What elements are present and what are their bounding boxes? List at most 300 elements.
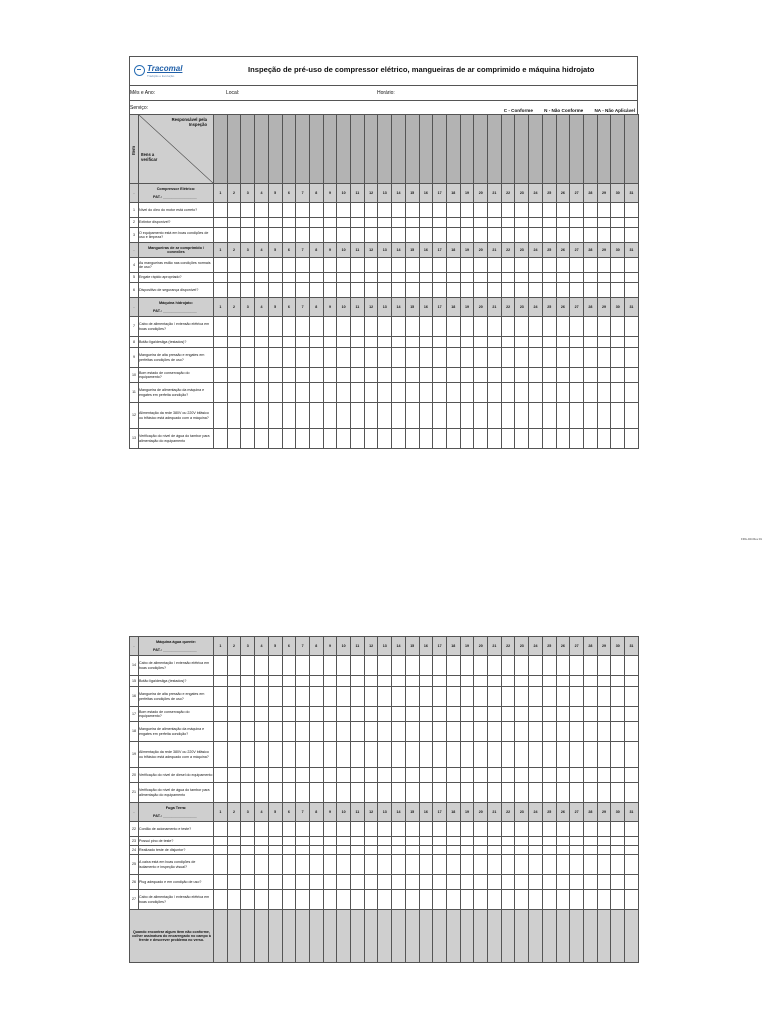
check-cell[interactable] bbox=[296, 317, 310, 337]
check-cell[interactable] bbox=[625, 283, 639, 298]
check-cell[interactable] bbox=[378, 783, 392, 803]
check-cell[interactable] bbox=[529, 203, 543, 218]
check-cell[interactable] bbox=[556, 846, 570, 855]
check-cell[interactable] bbox=[474, 429, 488, 449]
check-cell[interactable] bbox=[241, 837, 255, 846]
check-cell[interactable] bbox=[501, 283, 515, 298]
check-cell[interactable] bbox=[597, 383, 611, 403]
check-cell[interactable] bbox=[351, 676, 365, 687]
check-cell[interactable] bbox=[556, 218, 570, 228]
check-cell[interactable] bbox=[351, 273, 365, 283]
check-cell[interactable] bbox=[364, 855, 378, 875]
check-cell[interactable] bbox=[214, 368, 228, 383]
check-cell[interactable] bbox=[268, 368, 282, 383]
check-cell[interactable] bbox=[433, 228, 447, 243]
check-cell[interactable] bbox=[515, 687, 529, 707]
responsible-signature-cell[interactable] bbox=[474, 115, 488, 184]
check-cell[interactable] bbox=[625, 228, 639, 243]
check-cell[interactable] bbox=[351, 403, 365, 429]
check-cell[interactable] bbox=[529, 383, 543, 403]
check-cell[interactable] bbox=[556, 403, 570, 429]
check-cell[interactable] bbox=[446, 676, 460, 687]
check-cell[interactable] bbox=[323, 890, 337, 910]
check-cell[interactable] bbox=[227, 783, 241, 803]
check-cell[interactable] bbox=[255, 722, 269, 742]
check-cell[interactable] bbox=[241, 875, 255, 890]
check-cell[interactable] bbox=[433, 403, 447, 429]
check-cell[interactable] bbox=[488, 822, 502, 837]
check-cell[interactable] bbox=[364, 317, 378, 337]
check-cell[interactable] bbox=[488, 337, 502, 348]
check-cell[interactable] bbox=[570, 337, 584, 348]
check-cell[interactable] bbox=[474, 656, 488, 676]
check-cell[interactable] bbox=[255, 403, 269, 429]
check-cell[interactable] bbox=[337, 783, 351, 803]
check-cell[interactable] bbox=[460, 283, 474, 298]
check-cell[interactable] bbox=[433, 822, 447, 837]
supervisor-signature-cell[interactable] bbox=[227, 910, 241, 963]
responsible-signature-cell[interactable] bbox=[488, 115, 502, 184]
check-cell[interactable] bbox=[227, 283, 241, 298]
check-cell[interactable] bbox=[570, 837, 584, 846]
check-cell[interactable] bbox=[378, 403, 392, 429]
check-cell[interactable] bbox=[378, 687, 392, 707]
check-cell[interactable] bbox=[255, 337, 269, 348]
check-cell[interactable] bbox=[611, 875, 625, 890]
service-field[interactable]: Serviço: bbox=[130, 105, 149, 111]
check-cell[interactable] bbox=[556, 707, 570, 722]
responsible-signature-cell[interactable] bbox=[392, 115, 406, 184]
check-cell[interactable] bbox=[419, 656, 433, 676]
check-cell[interactable] bbox=[296, 348, 310, 368]
check-cell[interactable] bbox=[268, 855, 282, 875]
check-cell[interactable] bbox=[309, 875, 323, 890]
check-cell[interactable] bbox=[241, 656, 255, 676]
check-cell[interactable] bbox=[570, 368, 584, 383]
check-cell[interactable] bbox=[378, 707, 392, 722]
check-cell[interactable] bbox=[214, 687, 228, 707]
check-cell[interactable] bbox=[570, 258, 584, 273]
responsible-signature-cell[interactable] bbox=[611, 115, 625, 184]
check-cell[interactable] bbox=[378, 317, 392, 337]
check-cell[interactable] bbox=[488, 403, 502, 429]
check-cell[interactable] bbox=[597, 822, 611, 837]
check-cell[interactable] bbox=[460, 368, 474, 383]
check-cell[interactable] bbox=[364, 687, 378, 707]
check-cell[interactable] bbox=[625, 258, 639, 273]
check-cell[interactable] bbox=[337, 218, 351, 228]
check-cell[interactable] bbox=[214, 846, 228, 855]
check-cell[interactable] bbox=[392, 429, 406, 449]
check-cell[interactable] bbox=[556, 875, 570, 890]
check-cell[interactable] bbox=[227, 403, 241, 429]
check-cell[interactable] bbox=[337, 348, 351, 368]
check-cell[interactable] bbox=[364, 875, 378, 890]
check-cell[interactable] bbox=[446, 822, 460, 837]
check-cell[interactable] bbox=[611, 258, 625, 273]
check-cell[interactable] bbox=[309, 707, 323, 722]
check-cell[interactable] bbox=[351, 383, 365, 403]
check-cell[interactable] bbox=[419, 822, 433, 837]
check-cell[interactable] bbox=[255, 368, 269, 383]
responsible-signature-cell[interactable] bbox=[364, 115, 378, 184]
check-cell[interactable] bbox=[227, 383, 241, 403]
check-cell[interactable] bbox=[488, 742, 502, 768]
check-cell[interactable] bbox=[501, 687, 515, 707]
check-cell[interactable] bbox=[227, 273, 241, 283]
check-cell[interactable] bbox=[255, 742, 269, 768]
check-cell[interactable] bbox=[570, 429, 584, 449]
check-cell[interactable] bbox=[625, 846, 639, 855]
check-cell[interactable] bbox=[515, 846, 529, 855]
check-cell[interactable] bbox=[419, 283, 433, 298]
check-cell[interactable] bbox=[268, 317, 282, 337]
check-cell[interactable] bbox=[501, 656, 515, 676]
supervisor-signature-cell[interactable] bbox=[446, 910, 460, 963]
responsible-signature-cell[interactable] bbox=[583, 115, 597, 184]
check-cell[interactable] bbox=[446, 228, 460, 243]
check-cell[interactable] bbox=[625, 742, 639, 768]
check-cell[interactable] bbox=[392, 348, 406, 368]
check-cell[interactable] bbox=[268, 283, 282, 298]
check-cell[interactable] bbox=[405, 429, 419, 449]
check-cell[interactable] bbox=[268, 890, 282, 910]
check-cell[interactable] bbox=[570, 768, 584, 783]
check-cell[interactable] bbox=[419, 368, 433, 383]
check-cell[interactable] bbox=[392, 875, 406, 890]
responsible-signature-cell[interactable] bbox=[446, 115, 460, 184]
check-cell[interactable] bbox=[501, 676, 515, 687]
check-cell[interactable] bbox=[529, 837, 543, 846]
check-cell[interactable] bbox=[268, 875, 282, 890]
check-cell[interactable] bbox=[597, 707, 611, 722]
check-cell[interactable] bbox=[460, 337, 474, 348]
check-cell[interactable] bbox=[611, 846, 625, 855]
check-cell[interactable] bbox=[433, 656, 447, 676]
supervisor-signature-cell[interactable] bbox=[542, 910, 556, 963]
check-cell[interactable] bbox=[405, 403, 419, 429]
check-cell[interactable] bbox=[255, 676, 269, 687]
check-cell[interactable] bbox=[227, 656, 241, 676]
check-cell[interactable] bbox=[227, 228, 241, 243]
check-cell[interactable] bbox=[529, 846, 543, 855]
check-cell[interactable] bbox=[611, 768, 625, 783]
check-cell[interactable] bbox=[282, 317, 296, 337]
check-cell[interactable] bbox=[501, 783, 515, 803]
check-cell[interactable] bbox=[351, 707, 365, 722]
check-cell[interactable] bbox=[515, 368, 529, 383]
check-cell[interactable] bbox=[529, 768, 543, 783]
check-cell[interactable] bbox=[474, 822, 488, 837]
check-cell[interactable] bbox=[570, 676, 584, 687]
check-cell[interactable] bbox=[556, 855, 570, 875]
check-cell[interactable] bbox=[488, 429, 502, 449]
check-cell[interactable] bbox=[556, 656, 570, 676]
check-cell[interactable] bbox=[405, 783, 419, 803]
check-cell[interactable] bbox=[625, 383, 639, 403]
check-cell[interactable] bbox=[309, 855, 323, 875]
check-cell[interactable] bbox=[570, 348, 584, 368]
check-cell[interactable] bbox=[583, 822, 597, 837]
check-cell[interactable] bbox=[597, 837, 611, 846]
check-cell[interactable] bbox=[296, 283, 310, 298]
check-cell[interactable] bbox=[529, 855, 543, 875]
check-cell[interactable] bbox=[433, 383, 447, 403]
check-cell[interactable] bbox=[405, 273, 419, 283]
responsible-signature-cell[interactable] bbox=[268, 115, 282, 184]
check-cell[interactable] bbox=[392, 368, 406, 383]
check-cell[interactable] bbox=[446, 656, 460, 676]
check-cell[interactable] bbox=[351, 429, 365, 449]
check-cell[interactable] bbox=[214, 337, 228, 348]
check-cell[interactable] bbox=[282, 676, 296, 687]
check-cell[interactable] bbox=[625, 707, 639, 722]
check-cell[interactable] bbox=[241, 676, 255, 687]
check-cell[interactable] bbox=[296, 875, 310, 890]
check-cell[interactable] bbox=[268, 687, 282, 707]
check-cell[interactable] bbox=[351, 722, 365, 742]
check-cell[interactable] bbox=[460, 317, 474, 337]
check-cell[interactable] bbox=[515, 707, 529, 722]
responsible-signature-cell[interactable] bbox=[529, 115, 543, 184]
check-cell[interactable] bbox=[255, 429, 269, 449]
check-cell[interactable] bbox=[351, 837, 365, 846]
check-cell[interactable] bbox=[323, 656, 337, 676]
check-cell[interactable] bbox=[474, 783, 488, 803]
check-cell[interactable] bbox=[268, 403, 282, 429]
check-cell[interactable] bbox=[542, 837, 556, 846]
check-cell[interactable] bbox=[488, 348, 502, 368]
check-cell[interactable] bbox=[625, 368, 639, 383]
check-cell[interactable] bbox=[556, 258, 570, 273]
check-cell[interactable] bbox=[419, 783, 433, 803]
supervisor-signature-cell[interactable] bbox=[611, 910, 625, 963]
check-cell[interactable] bbox=[515, 890, 529, 910]
check-cell[interactable] bbox=[515, 722, 529, 742]
check-cell[interactable] bbox=[405, 337, 419, 348]
check-cell[interactable] bbox=[337, 383, 351, 403]
check-cell[interactable] bbox=[625, 656, 639, 676]
check-cell[interactable] bbox=[529, 273, 543, 283]
check-cell[interactable] bbox=[556, 283, 570, 298]
check-cell[interactable] bbox=[515, 337, 529, 348]
check-cell[interactable] bbox=[309, 403, 323, 429]
check-cell[interactable] bbox=[583, 707, 597, 722]
check-cell[interactable] bbox=[241, 203, 255, 218]
check-cell[interactable] bbox=[214, 203, 228, 218]
check-cell[interactable] bbox=[214, 837, 228, 846]
check-cell[interactable] bbox=[392, 258, 406, 273]
check-cell[interactable] bbox=[364, 742, 378, 768]
check-cell[interactable] bbox=[419, 317, 433, 337]
check-cell[interactable] bbox=[556, 203, 570, 218]
check-cell[interactable] bbox=[309, 218, 323, 228]
check-cell[interactable] bbox=[296, 846, 310, 855]
check-cell[interactable] bbox=[625, 890, 639, 910]
check-cell[interactable] bbox=[460, 656, 474, 676]
check-cell[interactable] bbox=[337, 875, 351, 890]
check-cell[interactable] bbox=[515, 258, 529, 273]
check-cell[interactable] bbox=[611, 707, 625, 722]
check-cell[interactable] bbox=[227, 258, 241, 273]
supervisor-signature-cell[interactable] bbox=[460, 910, 474, 963]
check-cell[interactable] bbox=[364, 273, 378, 283]
check-cell[interactable] bbox=[611, 203, 625, 218]
check-cell[interactable] bbox=[419, 337, 433, 348]
check-cell[interactable] bbox=[392, 656, 406, 676]
check-cell[interactable] bbox=[323, 676, 337, 687]
check-cell[interactable] bbox=[282, 283, 296, 298]
check-cell[interactable] bbox=[611, 337, 625, 348]
check-cell[interactable] bbox=[337, 837, 351, 846]
check-cell[interactable] bbox=[378, 218, 392, 228]
check-cell[interactable] bbox=[255, 875, 269, 890]
check-cell[interactable] bbox=[446, 742, 460, 768]
check-cell[interactable] bbox=[309, 722, 323, 742]
check-cell[interactable] bbox=[323, 875, 337, 890]
check-cell[interactable] bbox=[583, 783, 597, 803]
check-cell[interactable] bbox=[214, 822, 228, 837]
check-cell[interactable] bbox=[529, 317, 543, 337]
check-cell[interactable] bbox=[364, 429, 378, 449]
check-cell[interactable] bbox=[405, 228, 419, 243]
check-cell[interactable] bbox=[611, 742, 625, 768]
check-cell[interactable] bbox=[337, 846, 351, 855]
check-cell[interactable] bbox=[529, 742, 543, 768]
check-cell[interactable] bbox=[460, 258, 474, 273]
check-cell[interactable] bbox=[433, 768, 447, 783]
check-cell[interactable] bbox=[625, 317, 639, 337]
check-cell[interactable] bbox=[583, 890, 597, 910]
check-cell[interactable] bbox=[405, 368, 419, 383]
check-cell[interactable] bbox=[501, 348, 515, 368]
check-cell[interactable] bbox=[282, 722, 296, 742]
check-cell[interactable] bbox=[241, 348, 255, 368]
check-cell[interactable] bbox=[309, 368, 323, 383]
check-cell[interactable] bbox=[529, 368, 543, 383]
check-cell[interactable] bbox=[378, 203, 392, 218]
check-cell[interactable] bbox=[474, 837, 488, 846]
check-cell[interactable] bbox=[241, 368, 255, 383]
check-cell[interactable] bbox=[378, 837, 392, 846]
check-cell[interactable] bbox=[241, 403, 255, 429]
check-cell[interactable] bbox=[364, 218, 378, 228]
check-cell[interactable] bbox=[529, 822, 543, 837]
check-cell[interactable] bbox=[446, 707, 460, 722]
check-cell[interactable] bbox=[323, 783, 337, 803]
check-cell[interactable] bbox=[214, 429, 228, 449]
check-cell[interactable] bbox=[474, 403, 488, 429]
responsible-signature-cell[interactable] bbox=[597, 115, 611, 184]
check-cell[interactable] bbox=[597, 676, 611, 687]
check-cell[interactable] bbox=[419, 722, 433, 742]
responsible-signature-cell[interactable] bbox=[337, 115, 351, 184]
supervisor-signature-cell[interactable] bbox=[255, 910, 269, 963]
check-cell[interactable] bbox=[583, 218, 597, 228]
check-cell[interactable] bbox=[323, 837, 337, 846]
check-cell[interactable] bbox=[255, 822, 269, 837]
check-cell[interactable] bbox=[268, 768, 282, 783]
check-cell[interactable] bbox=[296, 273, 310, 283]
check-cell[interactable] bbox=[529, 403, 543, 429]
check-cell[interactable] bbox=[337, 403, 351, 429]
check-cell[interactable] bbox=[323, 283, 337, 298]
check-cell[interactable] bbox=[296, 890, 310, 910]
check-cell[interactable] bbox=[597, 846, 611, 855]
check-cell[interactable] bbox=[268, 348, 282, 368]
check-cell[interactable] bbox=[241, 228, 255, 243]
check-cell[interactable] bbox=[515, 218, 529, 228]
check-cell[interactable] bbox=[405, 822, 419, 837]
check-cell[interactable] bbox=[625, 855, 639, 875]
check-cell[interactable] bbox=[583, 875, 597, 890]
check-cell[interactable] bbox=[529, 890, 543, 910]
check-cell[interactable] bbox=[296, 768, 310, 783]
check-cell[interactable] bbox=[351, 218, 365, 228]
check-cell[interactable] bbox=[296, 337, 310, 348]
check-cell[interactable] bbox=[268, 429, 282, 449]
check-cell[interactable] bbox=[419, 273, 433, 283]
check-cell[interactable] bbox=[351, 846, 365, 855]
check-cell[interactable] bbox=[405, 742, 419, 768]
check-cell[interactable] bbox=[446, 258, 460, 273]
check-cell[interactable] bbox=[542, 348, 556, 368]
responsible-signature-cell[interactable] bbox=[419, 115, 433, 184]
check-cell[interactable] bbox=[268, 676, 282, 687]
check-cell[interactable] bbox=[337, 368, 351, 383]
check-cell[interactable] bbox=[625, 218, 639, 228]
check-cell[interactable] bbox=[597, 203, 611, 218]
check-cell[interactable] bbox=[611, 855, 625, 875]
check-cell[interactable] bbox=[337, 822, 351, 837]
check-cell[interactable] bbox=[474, 203, 488, 218]
check-cell[interactable] bbox=[337, 742, 351, 768]
check-cell[interactable] bbox=[392, 707, 406, 722]
check-cell[interactable] bbox=[542, 337, 556, 348]
responsible-signature-cell[interactable] bbox=[405, 115, 419, 184]
check-cell[interactable] bbox=[597, 273, 611, 283]
check-cell[interactable] bbox=[474, 855, 488, 875]
check-cell[interactable] bbox=[488, 687, 502, 707]
check-cell[interactable] bbox=[323, 687, 337, 707]
check-cell[interactable] bbox=[364, 676, 378, 687]
check-cell[interactable] bbox=[227, 203, 241, 218]
check-cell[interactable] bbox=[364, 368, 378, 383]
check-cell[interactable] bbox=[255, 855, 269, 875]
check-cell[interactable] bbox=[542, 846, 556, 855]
check-cell[interactable] bbox=[446, 368, 460, 383]
check-cell[interactable] bbox=[378, 273, 392, 283]
check-cell[interactable] bbox=[282, 768, 296, 783]
check-cell[interactable] bbox=[460, 273, 474, 283]
check-cell[interactable] bbox=[488, 383, 502, 403]
check-cell[interactable] bbox=[488, 722, 502, 742]
check-cell[interactable] bbox=[214, 218, 228, 228]
check-cell[interactable] bbox=[296, 722, 310, 742]
check-cell[interactable] bbox=[241, 218, 255, 228]
check-cell[interactable] bbox=[433, 258, 447, 273]
check-cell[interactable] bbox=[227, 368, 241, 383]
check-cell[interactable] bbox=[255, 707, 269, 722]
check-cell[interactable] bbox=[611, 218, 625, 228]
check-cell[interactable] bbox=[282, 855, 296, 875]
check-cell[interactable] bbox=[597, 337, 611, 348]
check-cell[interactable] bbox=[556, 742, 570, 768]
responsible-signature-cell[interactable] bbox=[501, 115, 515, 184]
check-cell[interactable] bbox=[446, 218, 460, 228]
check-cell[interactable] bbox=[474, 846, 488, 855]
check-cell[interactable] bbox=[556, 687, 570, 707]
